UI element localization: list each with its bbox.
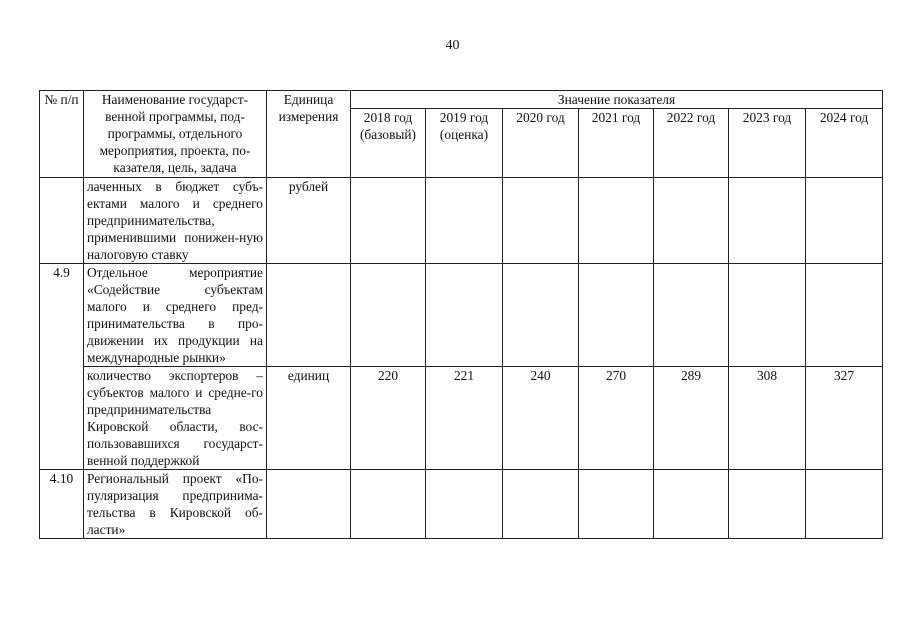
- row-value: [729, 264, 806, 367]
- row-value: 221: [426, 367, 503, 470]
- row-num: [40, 178, 84, 264]
- header-unit: Единица измерения: [267, 91, 351, 178]
- page-number: 40: [445, 38, 460, 53]
- header-year-2022: 2022 год: [654, 109, 729, 178]
- row-value: 289: [654, 367, 729, 470]
- row-unit: единиц: [267, 367, 351, 470]
- header-year-2024: 2024 год: [806, 109, 883, 178]
- row-value: [426, 470, 503, 539]
- header-year-2023: 2023 год: [729, 109, 806, 178]
- indicators-table: [39, 90, 883, 539]
- row-value: [654, 178, 729, 264]
- row-value: [729, 470, 806, 539]
- row-value: [426, 178, 503, 264]
- header-year-2020: 2020 год: [503, 109, 579, 178]
- row-unit: рублей: [267, 178, 351, 264]
- row-value: [654, 470, 729, 539]
- row-value: [654, 264, 729, 367]
- table-row: [40, 470, 883, 539]
- table-row: [40, 178, 883, 264]
- header-year-2019: 2019 год (оценка): [426, 109, 503, 178]
- row-name: Региональный проект «По-пуляризация предпринима-тельства в Кировской об-ласти»: [84, 470, 267, 539]
- row-value: [503, 264, 579, 367]
- header-year-2021: 2021 год: [579, 109, 654, 178]
- table-row: [40, 264, 883, 367]
- row-value: 220: [351, 367, 426, 470]
- row-value: 327: [806, 367, 883, 470]
- row-value: 270: [579, 367, 654, 470]
- row-value: [351, 470, 426, 539]
- row-value: [579, 470, 654, 539]
- row-unit: [267, 470, 351, 539]
- row-value: [351, 178, 426, 264]
- header-year-2018: 2018 год (базовый): [351, 109, 426, 178]
- header-num: № п/п: [40, 91, 84, 178]
- row-name: Отдельное мероприятие «Содействие субъектам малого и среднего пред-принимательства в про-движении их продукции на международные рынки»: [84, 264, 267, 367]
- row-value: [729, 178, 806, 264]
- row-unit: [267, 264, 351, 367]
- table-row: [40, 367, 883, 470]
- row-value: [503, 470, 579, 539]
- row-value: [806, 264, 883, 367]
- header-row-top: [40, 91, 883, 109]
- row-value: [426, 264, 503, 367]
- row-value: [351, 264, 426, 367]
- row-num: 4.10: [40, 470, 84, 539]
- row-value: [503, 178, 579, 264]
- row-num: 4.9: [40, 264, 84, 470]
- row-value: [579, 264, 654, 367]
- header-name: Наименование государст-венной программы, под-программы, отдельного мероприятия, проекта, по-казателя, цель, задача: [84, 91, 267, 178]
- row-value: [806, 178, 883, 264]
- row-value: [806, 470, 883, 539]
- row-value: 308: [729, 367, 806, 470]
- row-value: 240: [503, 367, 579, 470]
- row-value: [579, 178, 654, 264]
- row-name: лаченных в бюджет субъ-ектами малого и среднего предпринимательства, применившими понижен-ную налоговую ставку: [84, 178, 267, 264]
- header-value-group: Значение показателя: [351, 91, 883, 109]
- row-name: количество экспортеров – субъектов малого и средне-го предпринимательства Кировской области, вос-пользовавшихся государст-венной поддержкой: [84, 367, 267, 470]
